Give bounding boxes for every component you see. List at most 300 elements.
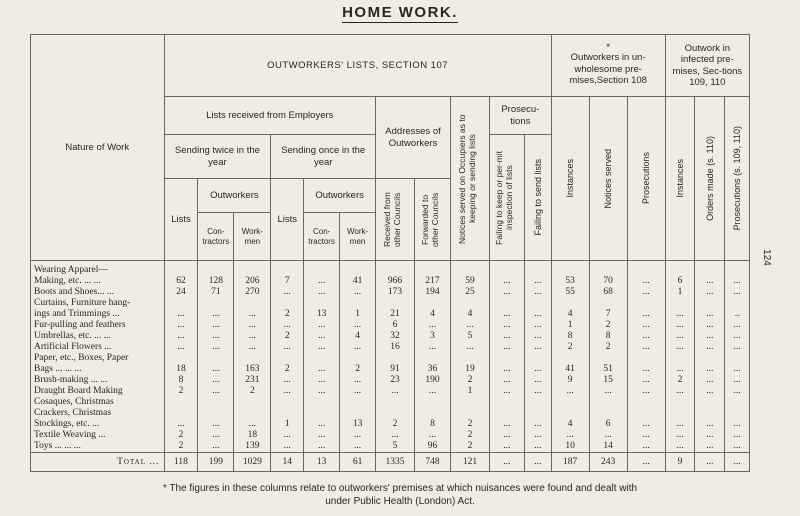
page-title: HOME WORK. (342, 4, 458, 21)
table-cell: ... (589, 430, 627, 441)
table-cell (340, 261, 376, 277)
table-cell: 3 (415, 331, 451, 342)
table-cell (665, 298, 695, 309)
table-cell: ... (304, 364, 340, 375)
table-cell: ... (304, 320, 340, 331)
table-cell: ... (234, 419, 271, 430)
header-workmen-once: Work-men (340, 213, 376, 261)
table-row (31, 309, 750, 320)
table-row (31, 342, 750, 353)
table-cell: ... (234, 320, 271, 331)
table-cell: ... (725, 419, 750, 430)
table-cell: 8 (589, 331, 627, 342)
row-label: Boots and Shoes... ... (31, 287, 165, 298)
table-cell: ... (627, 441, 665, 453)
header-contractors-once: Con-tractors (304, 213, 340, 261)
table-cell (551, 397, 589, 408)
table-cell: ... (490, 430, 525, 441)
table-cell: ... (627, 287, 665, 298)
table-cell: 1 (340, 309, 376, 320)
header-instances: Instances (551, 97, 589, 261)
table-cell: 4 (551, 419, 589, 430)
table-cell: ... (304, 386, 340, 397)
total-row (31, 453, 750, 472)
table-cell (551, 261, 589, 277)
row-label: Toys ... ... ... (31, 441, 165, 453)
header-lists-once: Lists (271, 179, 304, 261)
total-cell: 121 (451, 453, 490, 472)
table-cell (198, 353, 234, 364)
table-cell: ... (725, 364, 750, 375)
table-cell: 2 (451, 430, 490, 441)
table-cell: ... (164, 309, 198, 320)
table-cell (340, 353, 376, 364)
table-cell: ... (524, 386, 551, 397)
table-cell: ... (340, 287, 376, 298)
table-cell (490, 298, 525, 309)
table-cell: 5 (376, 441, 415, 453)
total-cell: 118 (164, 453, 198, 472)
table-cell (490, 397, 525, 408)
table-cell (627, 408, 665, 419)
table-cell: 1 (271, 419, 304, 430)
table-cell (589, 397, 627, 408)
table-cell (415, 261, 451, 277)
table-cell: 15 (589, 375, 627, 386)
table-cell: 1 (551, 320, 589, 331)
table-cell (198, 408, 234, 419)
table-cell: ... (627, 309, 665, 320)
table-cell: ... (695, 441, 725, 453)
table-cell: 7 (589, 309, 627, 320)
table-cell: ... (725, 331, 750, 342)
table-cell (665, 353, 695, 364)
row-label: Brush-making ... ... (31, 375, 165, 386)
row-label: Crackers, Christmas (31, 408, 165, 419)
table-cell: ... (304, 287, 340, 298)
header-unwholesome-premises: * Outworkers in un-wholesome pre-mises,Section 108 (551, 35, 665, 97)
table-cell (665, 261, 695, 277)
table-cell: ... (234, 309, 271, 320)
table-cell: ... (271, 430, 304, 441)
home-work-table (30, 34, 750, 472)
header-notices-served: Notices served (589, 97, 627, 261)
header-orders-made: Orders made (s. 110) (695, 97, 725, 261)
table-cell: ... (490, 309, 525, 320)
table-cell: ... (627, 386, 665, 397)
table-cell (695, 353, 725, 364)
table-cell: ... (340, 375, 376, 386)
table-cell: ... (725, 441, 750, 453)
table-cell (415, 353, 451, 364)
table-cell (198, 261, 234, 277)
table-cell (725, 397, 750, 408)
table-cell (725, 261, 750, 277)
table-cell (234, 261, 271, 277)
table-cell (627, 353, 665, 364)
table-cell: 41 (340, 276, 376, 287)
table-cell (340, 408, 376, 419)
total-cell: 199 (198, 453, 234, 472)
table-cell (451, 408, 490, 419)
table-cell (340, 298, 376, 309)
table-cell: 2 (451, 441, 490, 453)
table-cell (524, 408, 551, 419)
total-cell: 14 (271, 453, 304, 472)
table-cell: 966 (376, 276, 415, 287)
total-cell: 13 (304, 453, 340, 472)
table-cell: ... (695, 386, 725, 397)
table-cell: ... (304, 430, 340, 441)
table-cell (376, 353, 415, 364)
total-cell: ... (695, 453, 725, 472)
table-row (31, 441, 750, 453)
table-cell: 4 (415, 309, 451, 320)
table-cell (665, 408, 695, 419)
table-cell: ... (589, 386, 627, 397)
table-cell: ... (665, 309, 695, 320)
table-cell: 18 (164, 364, 198, 375)
table-cell (524, 261, 551, 277)
table-cell: 41 (551, 364, 589, 375)
table-cell (271, 408, 304, 419)
row-label: ings and Trimmings ... (31, 309, 165, 320)
table-cell: ... (198, 309, 234, 320)
table-cell: ... (627, 430, 665, 441)
table-cell (589, 261, 627, 277)
table-cell: ... (234, 331, 271, 342)
table-cell: 2 (589, 320, 627, 331)
table-cell: ... (524, 276, 551, 287)
table-cell: .. (725, 309, 750, 320)
table-cell: 6 (589, 419, 627, 430)
table-cell: ... (234, 342, 271, 353)
table-cell: ... (164, 320, 198, 331)
header-received-from: Received from other Councils (376, 179, 415, 261)
table-cell: ... (198, 364, 234, 375)
table-cell: 25 (451, 287, 490, 298)
table-cell: ... (695, 364, 725, 375)
table-row (31, 375, 750, 386)
table-cell (725, 353, 750, 364)
table-cell: ... (665, 342, 695, 353)
table-row (31, 353, 750, 364)
table-cell: ... (627, 364, 665, 375)
header-forwarded-to: Forwarded to other Councils (415, 179, 451, 261)
table-cell: 2 (271, 331, 304, 342)
table-cell: 9 (551, 375, 589, 386)
total-cell: ... (627, 453, 665, 472)
table-cell: ... (198, 342, 234, 353)
table-row (31, 298, 750, 309)
row-label: Bags ... ... ... (31, 364, 165, 375)
table-cell (271, 261, 304, 277)
table-cell: ... (304, 441, 340, 453)
table-cell: ... (490, 342, 525, 353)
table-cell: ... (340, 386, 376, 397)
table-row (31, 276, 750, 287)
table-row (31, 287, 750, 298)
page-number: 124 (760, 249, 772, 266)
table-cell: ... (415, 386, 451, 397)
table-cell: ... (665, 386, 695, 397)
header-prosecutions-infected: Prosecutions (s. 109, 110) (725, 97, 750, 261)
table-cell: ... (627, 375, 665, 386)
table-cell: ... (551, 386, 589, 397)
table-row (31, 320, 750, 331)
table-cell: 173 (376, 287, 415, 298)
table-cell: 68 (589, 287, 627, 298)
table-cell (164, 353, 198, 364)
table-cell: 96 (415, 441, 451, 453)
table-cell: ... (695, 342, 725, 353)
table-cell: ... (627, 331, 665, 342)
table-cell: ... (304, 331, 340, 342)
table-cell: ... (304, 276, 340, 287)
table-cell: 270 (234, 287, 271, 298)
table-cell: 2 (164, 430, 198, 441)
header-sending-twice: Sending twice in the year (164, 135, 271, 179)
table-cell: 8 (164, 375, 198, 386)
row-label: Wearing Apparel— (31, 261, 165, 277)
table-cell: 8 (551, 331, 589, 342)
table-cell: 206 (234, 276, 271, 287)
table-cell (234, 408, 271, 419)
header-outworkers-twice: Outworkers (198, 179, 271, 213)
table-cell: ... (490, 364, 525, 375)
table-cell (451, 353, 490, 364)
table-cell: ... (198, 331, 234, 342)
table-cell: ... (524, 430, 551, 441)
table-cell: 16 (376, 342, 415, 353)
total-cell: 243 (589, 453, 627, 472)
table-cell: ... (695, 375, 725, 386)
table-cell: ... (524, 375, 551, 386)
total-cell: 187 (551, 453, 589, 472)
table-cell: ... (725, 276, 750, 287)
table-cell: ... (695, 430, 725, 441)
table-cell (271, 353, 304, 364)
table-cell: 10 (551, 441, 589, 453)
row-label: Umbrellas, etc. ... ... (31, 331, 165, 342)
table-cell: 13 (340, 419, 376, 430)
table-cell: ... (490, 320, 525, 331)
table-cell: 128 (198, 276, 234, 287)
table-cell: 2 (589, 342, 627, 353)
table-cell (695, 397, 725, 408)
table-cell (627, 298, 665, 309)
table-cell: ... (524, 441, 551, 453)
table-cell: ... (198, 441, 234, 453)
table-cell: 14 (589, 441, 627, 453)
table-cell (234, 298, 271, 309)
header-failing-keep: Failing to keep or per-mit inspection of lists (490, 135, 525, 261)
table-cell: ... (695, 276, 725, 287)
table-cell: ... (490, 276, 525, 287)
table-body (31, 261, 750, 472)
header-addresses: Addresses of Outworkers (376, 97, 451, 179)
table-cell (415, 298, 451, 309)
total-label: Total ... (31, 453, 165, 472)
table-cell: ... (524, 287, 551, 298)
table-cell: 51 (589, 364, 627, 375)
table-cell: ... (164, 331, 198, 342)
table-cell: ... (164, 419, 198, 430)
total-cell: 9 (665, 453, 695, 472)
table-row (31, 397, 750, 408)
table-cell (271, 298, 304, 309)
table-cell: 2 (551, 342, 589, 353)
table-cell: 194 (415, 287, 451, 298)
table-cell: ... (340, 342, 376, 353)
total-cell: ... (490, 453, 525, 472)
table-cell: 53 (551, 276, 589, 287)
table-cell (490, 408, 525, 419)
table-row (31, 430, 750, 441)
table-cell (524, 298, 551, 309)
header-workmen-twice: Work-men (234, 213, 271, 261)
row-label: Paper, etc., Boxes, Paper (31, 353, 165, 364)
table-cell: ... (524, 342, 551, 353)
table-cell: 2 (164, 386, 198, 397)
table-cell (524, 353, 551, 364)
table-cell: 190 (415, 375, 451, 386)
table-cell: ... (451, 320, 490, 331)
table-cell: 4 (451, 309, 490, 320)
table-cell (451, 261, 490, 277)
table-cell: ... (164, 342, 198, 353)
table-cell: ... (415, 320, 451, 331)
table-cell: 2 (234, 386, 271, 397)
table-cell (551, 408, 589, 419)
table-cell: ... (490, 331, 525, 342)
table-cell: ... (415, 430, 451, 441)
table-cell: ... (551, 430, 589, 441)
table-cell (304, 298, 340, 309)
table-cell: ... (271, 342, 304, 353)
table-cell: 231 (234, 375, 271, 386)
table-cell (589, 408, 627, 419)
table-cell: ... (695, 309, 725, 320)
table-cell: ... (665, 419, 695, 430)
table-cell: ... (271, 375, 304, 386)
table-cell: 24 (164, 287, 198, 298)
table-cell: 4 (340, 331, 376, 342)
header-notices-served-occupiers: Notices served on Occupiers as to keeping or sending lists (451, 97, 490, 261)
table-row (31, 419, 750, 430)
table-cell (304, 397, 340, 408)
table-row (31, 386, 750, 397)
table-cell: ... (304, 375, 340, 386)
table-cell: ... (725, 320, 750, 331)
footnote-line-1: * The figures in these columns relate to outworkers' premises at which nuisances were found and dealt with (162, 483, 638, 494)
table-cell: 21 (376, 309, 415, 320)
total-cell: ... (725, 453, 750, 472)
header-prosecutions-group: Prosecu-tions (490, 97, 552, 135)
table-cell: 2 (451, 419, 490, 430)
table-cell: 1 (451, 386, 490, 397)
table-cell: 2 (451, 375, 490, 386)
table-cell (376, 298, 415, 309)
table-cell: ... (376, 430, 415, 441)
table-cell: 18 (234, 430, 271, 441)
header-prosecutions: Prosecutions (627, 97, 665, 261)
table-cell: 2 (271, 364, 304, 375)
table-row (31, 331, 750, 342)
table-cell: ... (198, 320, 234, 331)
total-cell: ... (524, 453, 551, 472)
table-cell: ... (490, 386, 525, 397)
table-cell (725, 298, 750, 309)
table-cell: ... (665, 331, 695, 342)
total-cell: 1029 (234, 453, 271, 472)
table-cell: ... (198, 419, 234, 430)
table-cell (234, 353, 271, 364)
table-row (31, 408, 750, 419)
table-cell: 55 (551, 287, 589, 298)
table-cell (164, 298, 198, 309)
row-label: Draught Board Making (31, 386, 165, 397)
table-cell: ... (271, 287, 304, 298)
footnote-line-2: under Public Health (London) Act. (325, 496, 475, 507)
table-cell: 1 (665, 287, 695, 298)
table-cell: ... (376, 386, 415, 397)
table-cell: ... (725, 375, 750, 386)
table-row (31, 364, 750, 375)
table-cell (627, 261, 665, 277)
table-cell (340, 397, 376, 408)
header-outworkers-lists: OUTWORKERS' LISTS, SECTION 107 (164, 35, 551, 97)
table-cell: 163 (234, 364, 271, 375)
table-cell (589, 298, 627, 309)
table-cell: ... (695, 287, 725, 298)
table-cell: 2 (665, 375, 695, 386)
table-cell: ... (524, 309, 551, 320)
row-label: Cosaques, Christmas (31, 397, 165, 408)
table-cell: 6 (376, 320, 415, 331)
total-cell: 61 (340, 453, 376, 472)
row-label: Stockings, etc. ... (31, 419, 165, 430)
table-cell (376, 261, 415, 277)
table-cell (304, 408, 340, 419)
table-cell (376, 397, 415, 408)
table-row (31, 261, 750, 277)
table-cell (415, 397, 451, 408)
table-cell: ... (304, 419, 340, 430)
table-cell: 7 (271, 276, 304, 287)
table-cell (665, 397, 695, 408)
table-cell (234, 397, 271, 408)
table-cell: ... (198, 430, 234, 441)
table-cell: ... (665, 320, 695, 331)
table-cell: 71 (198, 287, 234, 298)
table-cell: ... (340, 441, 376, 453)
table-cell (695, 261, 725, 277)
table-cell: ... (490, 287, 525, 298)
table-cell: ... (524, 320, 551, 331)
header-nature-of-work: Nature of Work (31, 35, 165, 261)
table-cell: ... (198, 375, 234, 386)
total-cell: 1335 (376, 453, 415, 472)
table-cell: ... (340, 430, 376, 441)
table-cell: ... (524, 364, 551, 375)
table-cell: 2 (164, 441, 198, 453)
table-cell (451, 298, 490, 309)
table-cell: ... (725, 342, 750, 353)
table-cell: ... (627, 342, 665, 353)
table-cell (551, 353, 589, 364)
header-failing-send: Failing to send lists (524, 135, 551, 261)
